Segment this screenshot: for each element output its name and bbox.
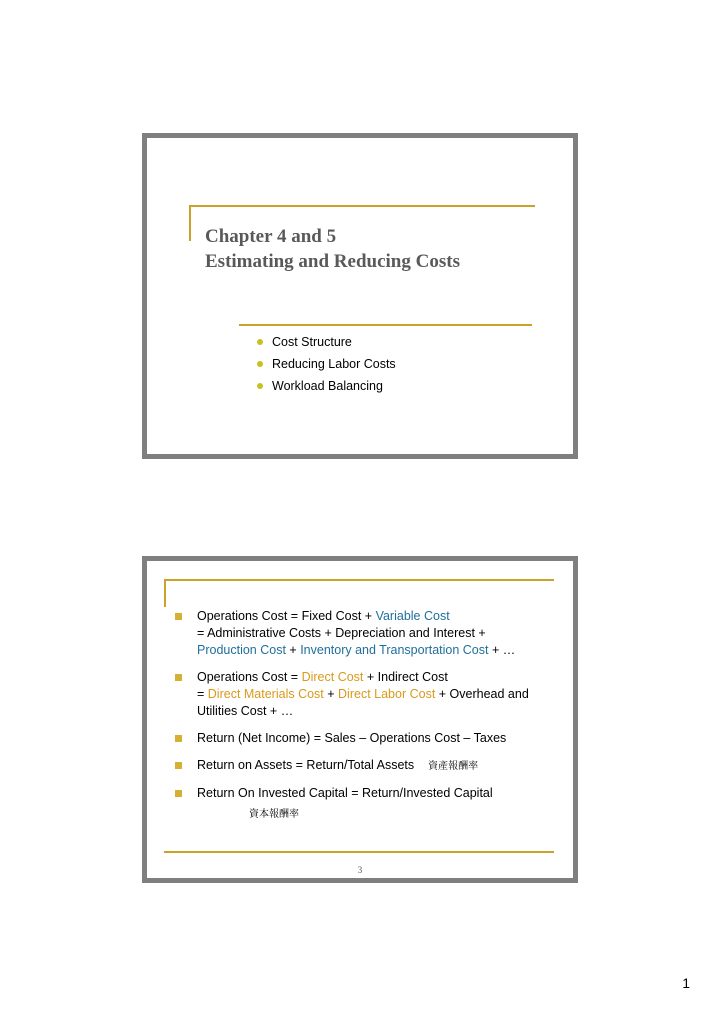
footer-divider xyxy=(164,851,554,853)
page-number: 1 xyxy=(682,975,690,991)
list-item: Return On Invested Capital = Return/Invested Capital 資本報酬率 xyxy=(175,785,565,823)
topics-divider xyxy=(239,324,532,326)
slide-1 xyxy=(142,133,578,459)
title-line-1: Chapter 4 and 5 xyxy=(205,226,337,247)
bullet-dot-icon xyxy=(257,383,263,389)
topic-item: Workload Balancing xyxy=(257,375,396,397)
header-accent-horizontal xyxy=(164,579,554,581)
bullet-square-icon xyxy=(175,674,182,681)
title-accent-vertical xyxy=(189,205,191,241)
slide-3 xyxy=(142,556,578,883)
bullet-square-icon xyxy=(175,613,182,620)
list-item: Operations Cost = Direct Cost + Indirect Cost = Direct Materials Cost + Direct Labor Cost + Overhead and Utilities Cost + … xyxy=(175,669,565,720)
bullet-dot-icon xyxy=(257,361,263,367)
bullet-square-icon xyxy=(175,790,182,797)
list-item: Return (Net Income) = Sales – Operations Cost – Taxes xyxy=(175,730,565,747)
slide-number: 3 xyxy=(357,865,363,875)
list-item: Return on Assets = Return/Total Assets 資產報酬率 xyxy=(175,757,565,775)
topic-item: Cost Structure xyxy=(257,331,396,353)
title-accent-horizontal xyxy=(189,205,535,207)
list-item: Operations Cost = Fixed Cost + Variable Cost = Administrative Costs + Depreciation and Interest + Production Cost + Inventory and Transportation Cost + … xyxy=(175,608,565,659)
bullet-square-icon xyxy=(175,735,182,742)
header-accent-vertical xyxy=(164,579,166,607)
topic-list xyxy=(257,331,396,397)
cost-formula-list xyxy=(175,608,565,823)
bullet-dot-icon xyxy=(257,339,263,345)
bullet-square-icon xyxy=(175,762,182,769)
title-line-2: Estimating and Reducing Costs xyxy=(205,251,460,272)
slide-title xyxy=(205,224,460,274)
topic-item: Reducing Labor Costs xyxy=(257,353,396,375)
